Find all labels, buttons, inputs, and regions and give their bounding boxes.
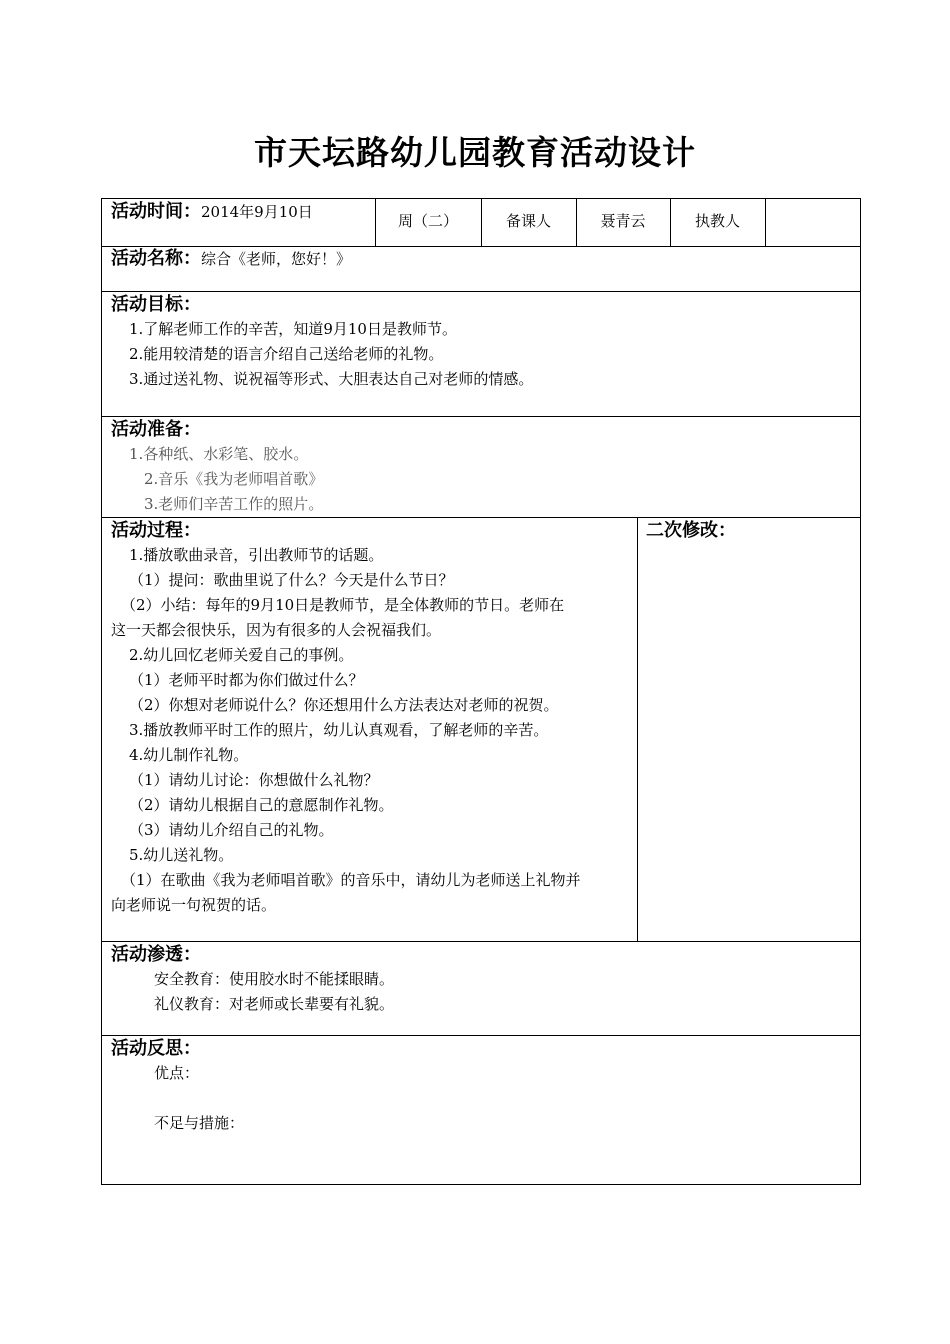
divider <box>102 416 860 417</box>
process-line: 3.播放教师平时工作的照片，幼儿认真观看，了解老师的辛苦。 <box>129 721 549 739</box>
prep-item: 3.老师们辛苦工作的照片。 <box>144 495 324 513</box>
process-line: （3）请幼儿介绍自己的礼物。 <box>129 821 334 839</box>
infiltration-label: 活动渗透： <box>111 944 201 965</box>
revision-label: 二次修改： <box>646 520 736 541</box>
goals-label: 活动目标： <box>111 294 201 315</box>
prep-item: 2.音乐《我为老师唱首歌》 <box>144 470 324 488</box>
lesson-plan-table <box>101 198 861 1185</box>
process-line: （2）请幼儿根据自己的意愿制作礼物。 <box>129 796 394 814</box>
goal-item: 2.能用较清楚的语言介绍自己送给老师的礼物。 <box>129 345 444 363</box>
divider <box>102 517 860 518</box>
activity-time <box>111 203 313 221</box>
process-line: 4.幼儿制作礼物。 <box>129 746 249 764</box>
document-title: 市天坛路幼儿园教育活动设计 <box>254 133 696 172</box>
process-line: （1）老师平时都为你们做过什么？ <box>129 671 364 689</box>
process-line: （2）你想对老师说什么？你还想用什么方法表达对老师的祝贺。 <box>129 696 559 714</box>
goal-item: 3.通过送礼物、说祝福等形式、大胆表达自己对老师的情感。 <box>129 370 534 388</box>
activity-time-label: 活动时间： <box>111 201 201 222</box>
weekday: 周（二） <box>397 212 458 230</box>
process-line: （1）提问：歌曲里说了什么？今天是什么节日？ <box>129 571 454 589</box>
infiltration-item: 礼仪教育：对老师或长辈要有礼貌。 <box>154 995 395 1013</box>
prep-label: 活动准备： <box>111 419 201 440</box>
process-line: （1）请幼儿讨论：你想做什么礼物？ <box>129 771 379 789</box>
process-label: 活动过程： <box>111 520 201 541</box>
divider <box>765 199 766 246</box>
process-line: 这一天都会很快乐，因为有很多的人会祝福我们。 <box>111 621 442 639</box>
divider <box>102 246 860 247</box>
divider <box>102 1035 860 1036</box>
infiltration-item: 安全教育：使用胶水时不能揉眼睛。 <box>154 970 395 988</box>
divider <box>637 517 638 941</box>
prep-item: 1.各种纸、水彩笔、胶水。 <box>129 445 309 463</box>
process-line: 2.幼儿回忆老师关爱自己的事例。 <box>129 646 354 664</box>
activity-time-value: 2014年9月10日 <box>201 203 313 221</box>
activity-name <box>111 250 351 268</box>
reflection-shortcomings: 不足与措施： <box>154 1114 245 1132</box>
process-line: （2）小结：每年的9月10日是教师节，是全体教师的节日。老师在 <box>121 596 565 614</box>
goal-item: 1.了解老师工作的辛苦，知道9月10日是教师节。 <box>129 320 457 338</box>
preparer-name: 聂青云 <box>600 212 646 230</box>
teacher-label: 执教人 <box>694 212 740 230</box>
process-line: 1.播放歌曲录音，引出教师节的话题。 <box>129 546 384 564</box>
process-line: 5.幼儿送礼物。 <box>129 846 234 864</box>
preparer-label: 备课人 <box>505 212 551 230</box>
reflection-merits: 优点： <box>154 1064 200 1082</box>
activity-name-value: 综合《老师，您好！》 <box>201 250 352 268</box>
divider <box>102 941 860 942</box>
activity-name-label: 活动名称： <box>111 248 201 269</box>
reflection-label: 活动反思： <box>111 1038 201 1059</box>
divider <box>102 291 860 292</box>
process-line: （1）在歌曲《我为老师唱首歌》的音乐中，请幼儿为老师送上礼物并 <box>121 871 581 889</box>
process-line: 向老师说一句祝贺的话。 <box>111 896 277 914</box>
